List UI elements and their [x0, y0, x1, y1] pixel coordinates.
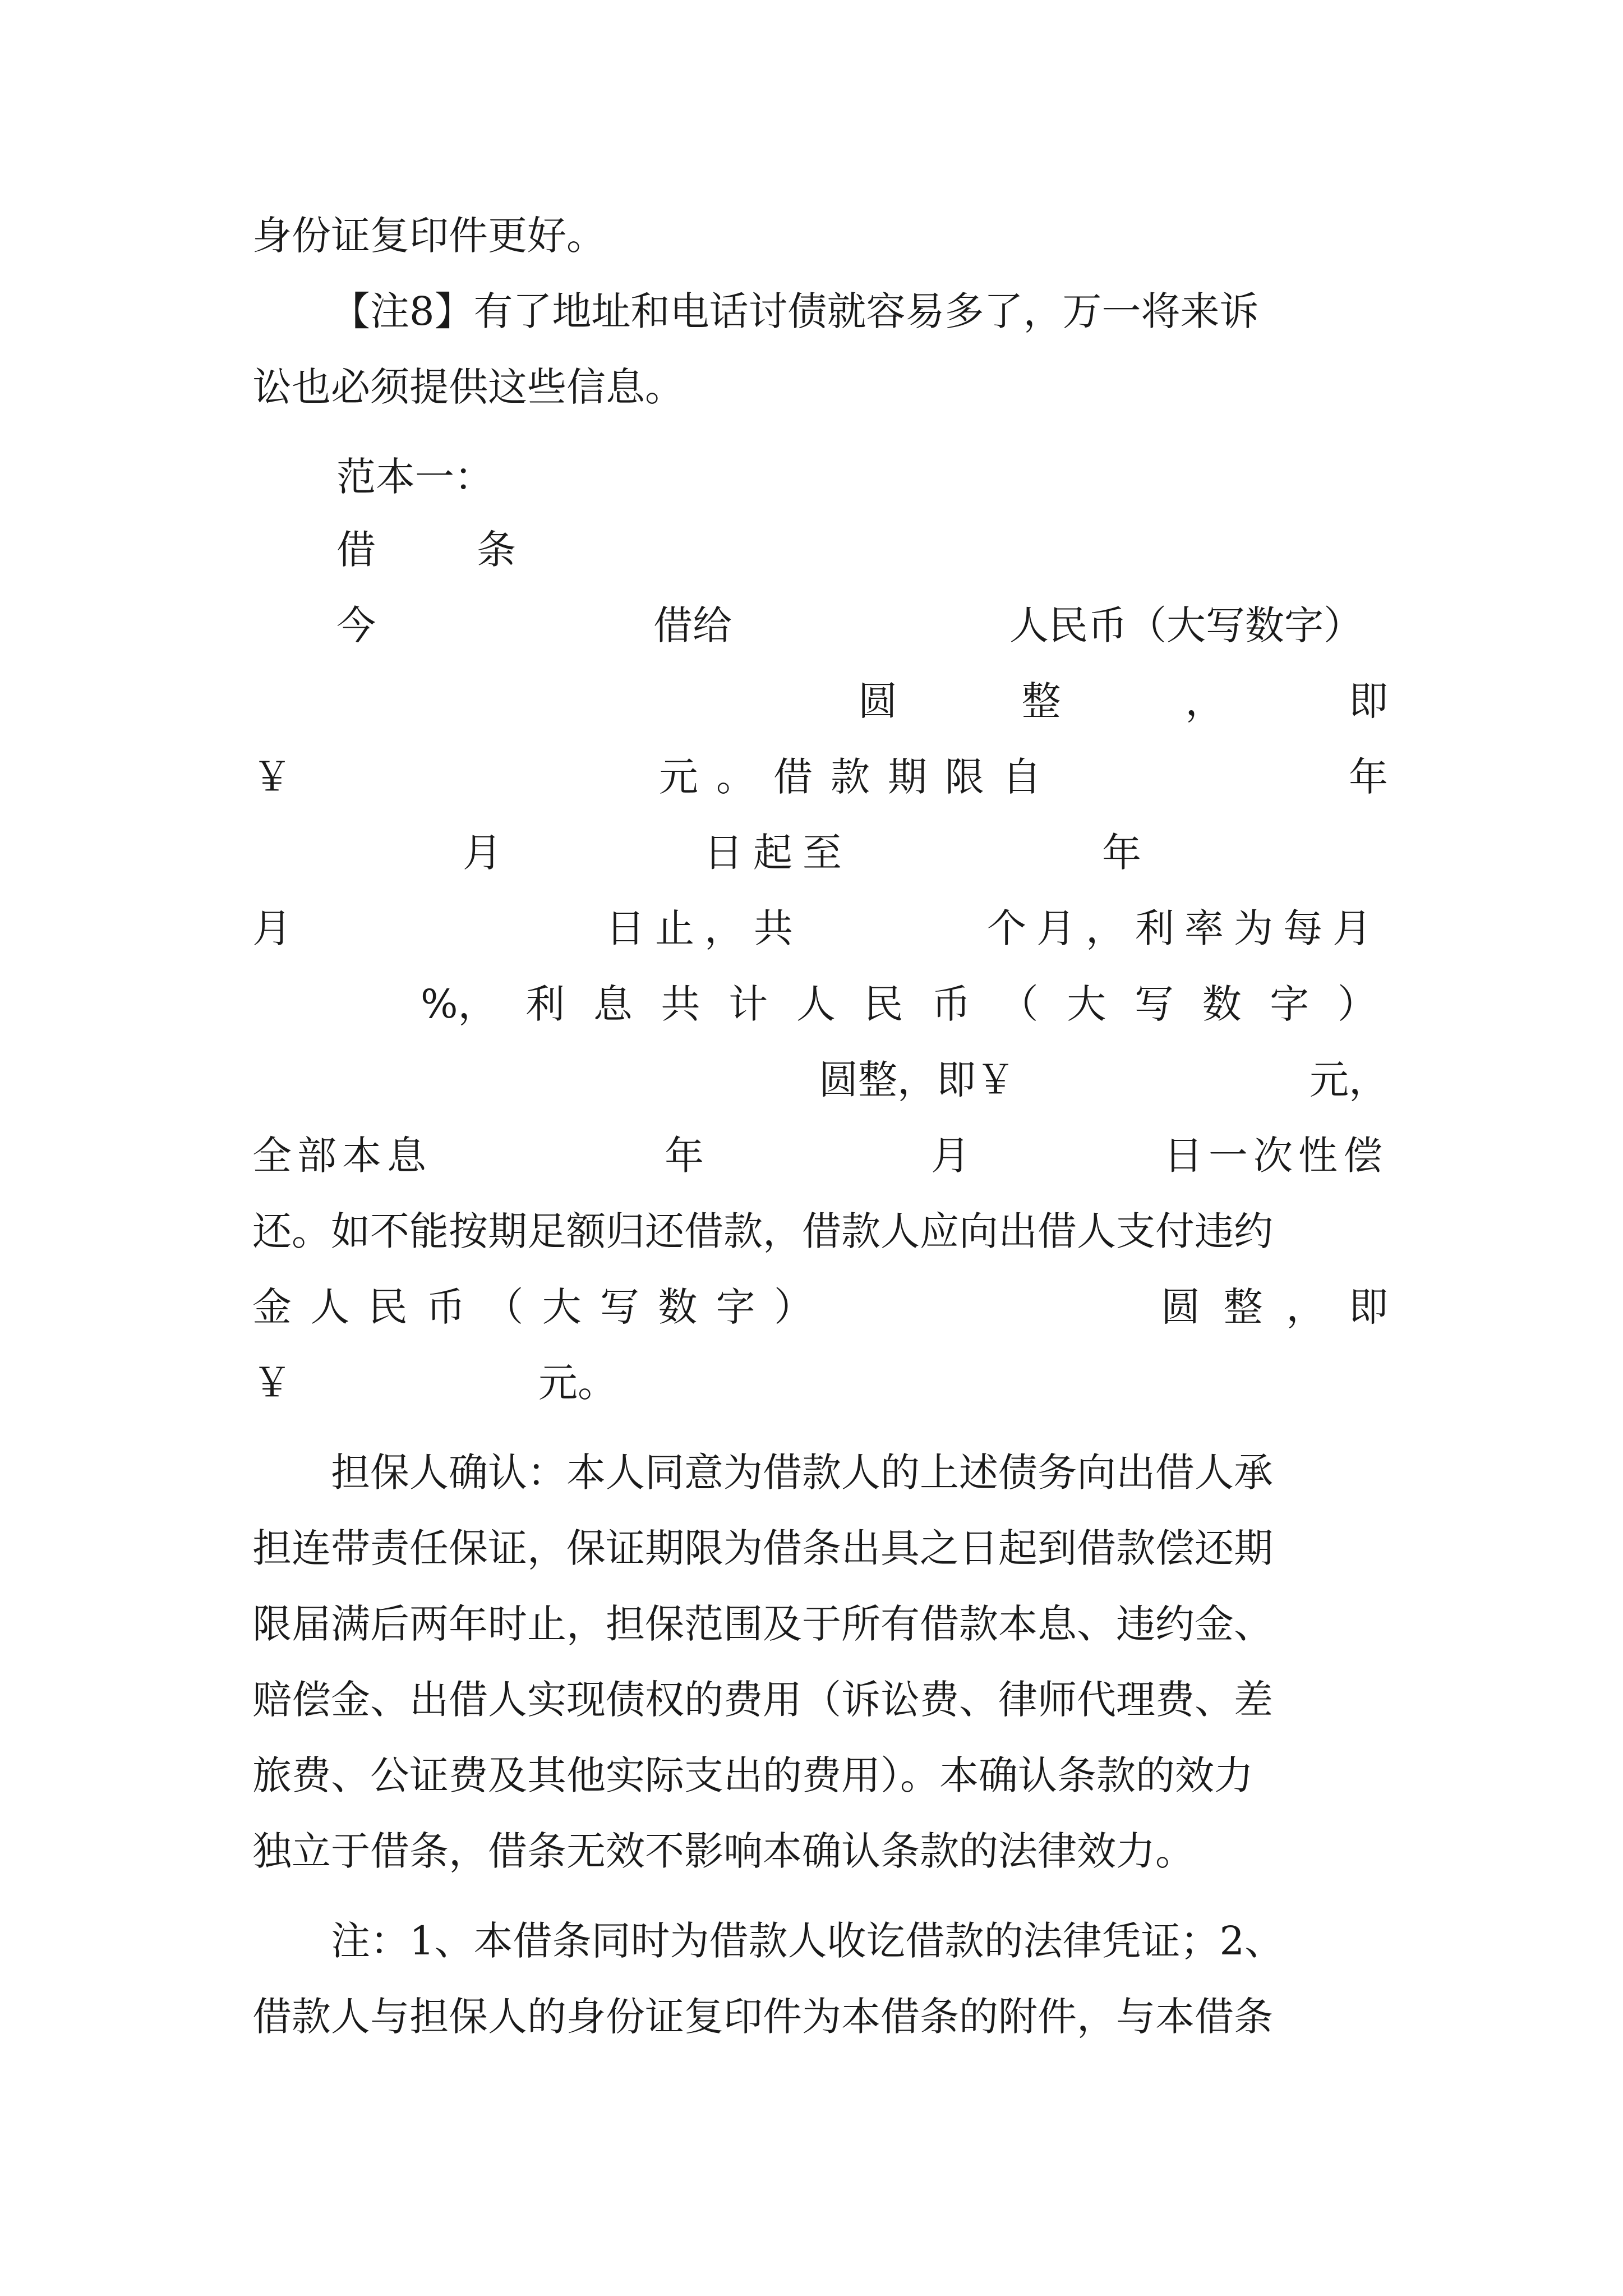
text-line: 限届满后两年时止，担保范围及于所有借款本息、违约金、: [252, 1601, 1273, 1647]
text-line: 担连带责任保证，保证期限为借条出具之日起到借款偿还期: [252, 1525, 1273, 1571]
note-paragraph: 注：1、本借条同时为借款人收讫借款的法律凭证；2、: [331, 1918, 1284, 1964]
amount-line: 圆 整 ， 即: [858, 678, 1388, 724]
guarantor-paragraph: 担保人确认：本人同意为借款人的上述债务向出借人承: [331, 1450, 1273, 1496]
text-line: 身份证复印件更好。: [252, 213, 606, 259]
iou-title: 借 条: [336, 527, 516, 573]
text-line: 讼也必须提供这些信息。: [252, 364, 684, 410]
interest-line: %， 利 息 共 计 人 民 币 （ 大 写 数 字 ）: [421, 981, 1377, 1027]
text-line: 借款人与担保人的身份证复印件为本借条的附件，与本借条: [252, 1994, 1273, 2040]
template-heading: 范本一：: [336, 454, 494, 500]
document-page: 身份证复印件更好。 【注8】有了地址和电话讨债就容易多了，万一将来诉 讼也必须提供这些信息。 范本一： 借 条 今 借给 人民币（大写数字） 圆 整 ， 即 ￥ 元。借款期限自 年 月 日起至 年 月 日止，共 个月，利率为每月 %， 利 息 共 计 人 民 币 （ 大 写 数 字 ） 圆整，即￥ 元， 全部本息 年 月 日一次性偿 还。如不能按期足额归还借款，借款人应向出借人支付违约 金 人 民 币 （ 大 写 数 字 ） 圆 整 ， 即 ￥ 元。 担保人确认：本人同意为借款人的上述债务向出借人承 担连带责任保证，保证期限为借条出具之日起到借款偿还期 限届满后两年时止，担保范围及于所有借款本息、违约金、 赔偿金、出借人实现债权的费用（诉讼费、律师代理费、差 旅费、公证费及其他实际支出的费用）。本确认条款的效力 独立于借条，借条无效不影响本确认条款的法律效力。 注：1、本借条同时为借款人收讫借款的法律凭证；2、 借款人与担保人的身份证复印件为本借条的附件，与本借条: [0, 0, 1623, 2296]
text-line: 赔偿金、出借人实现债权的费用（诉讼费、律师代理费、差: [252, 1677, 1273, 1723]
text-line: 还。如不能按期足额归还借款，借款人应向出借人支付违约: [252, 1208, 1273, 1254]
text-line: 旅费、公证费及其他实际支出的费用）。本确认条款的效力: [252, 1752, 1253, 1798]
note-8-paragraph: 【注8】有了地址和电话讨债就容易多了，万一将来诉: [331, 288, 1259, 334]
text-line: 独立于借条，借条无效不影响本确认条款的法律效力。: [252, 1828, 1195, 1874]
